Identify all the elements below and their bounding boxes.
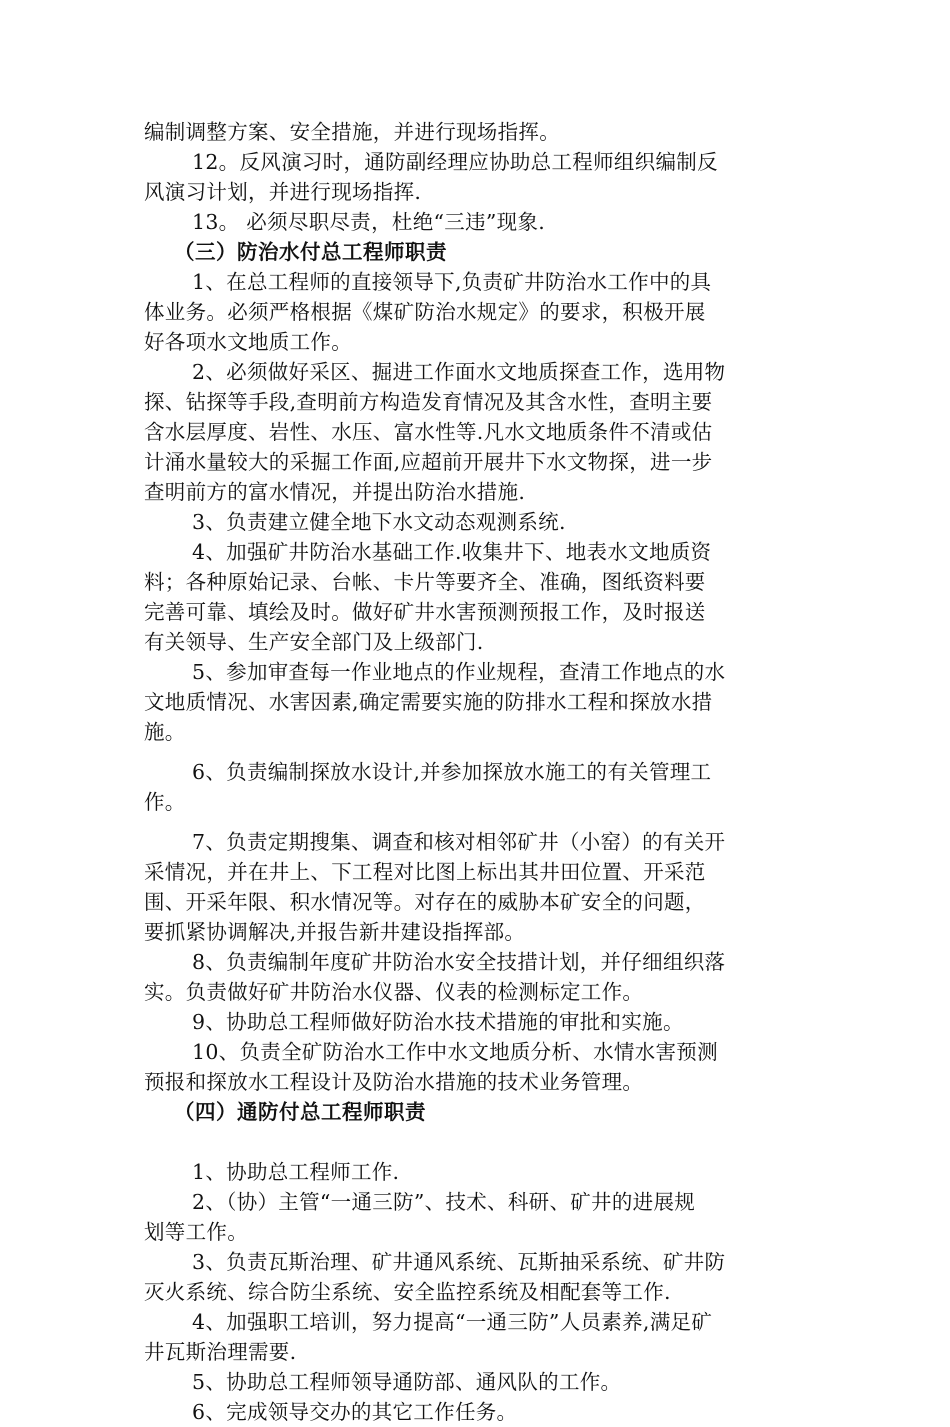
text-line: 6、完成领导交办的其它工作任务。 [192, 1400, 518, 1424]
text-line: 3、负责建立健全地下水文动态观测系统. [192, 510, 566, 534]
text-line: 编制调整方案、安全措施，并进行现场指挥。 [144, 120, 560, 144]
text-line: 预报和探放水工程设计及防治水措施的技术业务管理。 [144, 1070, 644, 1094]
text-line: 含水层厚度、岩性、水压、富水性等.凡水文地质条件不清或估 [144, 420, 713, 444]
text-line: 查明前方的富水情况，并提出防治水措施. [144, 480, 526, 504]
text-line: 9、协助总工程师做好防治水技术措施的审批和实施。 [192, 1010, 684, 1034]
text-line: 好各项水文地质工作。 [144, 330, 352, 354]
text-line: 5、参加审查每一作业地点的作业规程，查清工作地点的水 [192, 660, 726, 684]
text-line: 有关领导、生产安全部门及上级部门. [144, 630, 484, 654]
text-line: 采情况，并在井上、下工程对比图上标出其井田位置、开采范 [144, 860, 706, 884]
text-line: 13。 必须尽职尽责，杜绝“三违”现象. [192, 210, 546, 234]
text-line: 2、（协）主管“一通三防”、技术、科研、矿井的进展规 [192, 1190, 696, 1214]
text-line: 7、负责定期搜集、调查和核对相邻矿井（小窑）的有关开 [192, 830, 726, 854]
text-line: 8、负责编制年度矿井防治水安全技措计划，并仔细组织落 [192, 950, 726, 974]
text-line: 围、开采年限、积水情况等。对存在的威胁本矿安全的问题， [144, 890, 706, 914]
text-line: 文地质情况、水害因素,确定需要实施的防排水工程和探放水措 [144, 690, 713, 714]
text-line: 料；各种原始记录、台帐、卡片等要齐全、准确，图纸资料要 [144, 570, 706, 594]
text-line: 施。 [144, 720, 186, 744]
section-heading: （四）通防付总工程师职责 [174, 1100, 426, 1124]
text-line: 5、协助总工程师领导通防部、通风队的工作。 [192, 1370, 622, 1394]
text-line: 灭火系统、综合防尘系统、安全监控系统及相配套等工作. [144, 1280, 671, 1304]
text-line: 划等工作。 [144, 1220, 248, 1244]
text-line: 6、负责编制探放水设计,并参加探放水施工的有关管理工 [192, 760, 712, 784]
text-line: 4、加强矿井防治水基础工作.收集井下、地表水文地质资 [192, 540, 712, 564]
text-line: 井瓦斯治理需要. [144, 1340, 297, 1364]
text-line: 10、负责全矿防治水工作中水文地质分析、水情水害预测 [192, 1040, 718, 1064]
text-line: 计涌水量较大的采掘工作面,应超前开展井下水文物探，进一步 [144, 450, 713, 474]
text-line: 完善可靠、填绘及时。做好矿井水害预测预报工作，及时报送 [144, 600, 706, 624]
text-line: 12。反风演习时，通防副经理应协助总工程师组织编制反 [192, 150, 718, 174]
text-line: 探、钻探等手段,查明前方构造发育情况及其含水性，查明主要 [144, 390, 713, 414]
text-line: 1、协助总工程师工作. [192, 1160, 400, 1184]
text-line: 风演习计划，并进行现场指挥. [144, 180, 422, 204]
text-line: 2、必须做好采区、掘进工作面水文地质探查工作，选用物 [192, 360, 726, 384]
text-line: 要抓紧协调解决,并报告新井建设指挥部。 [144, 920, 526, 944]
text-line: 3、负责瓦斯治理、矿井通风系统、瓦斯抽采系统、矿井防 [192, 1250, 726, 1274]
section-heading: （三）防治水付总工程师职责 [174, 240, 447, 264]
text-line: 实。负责做好矿井防治水仪器、仪表的检测标定工作。 [144, 980, 644, 1004]
text-line: 4、加强职工培训，努力提高“一通三防”人员素养,满足矿 [192, 1310, 713, 1334]
text-line: 作。 [144, 790, 186, 814]
text-line: 1、在总工程师的直接领导下,负责矿井防治水工作中的具 [192, 270, 712, 294]
text-line: 体业务。必须严格根据《煤矿防治水规定》的要求，积极开展 [144, 300, 706, 324]
